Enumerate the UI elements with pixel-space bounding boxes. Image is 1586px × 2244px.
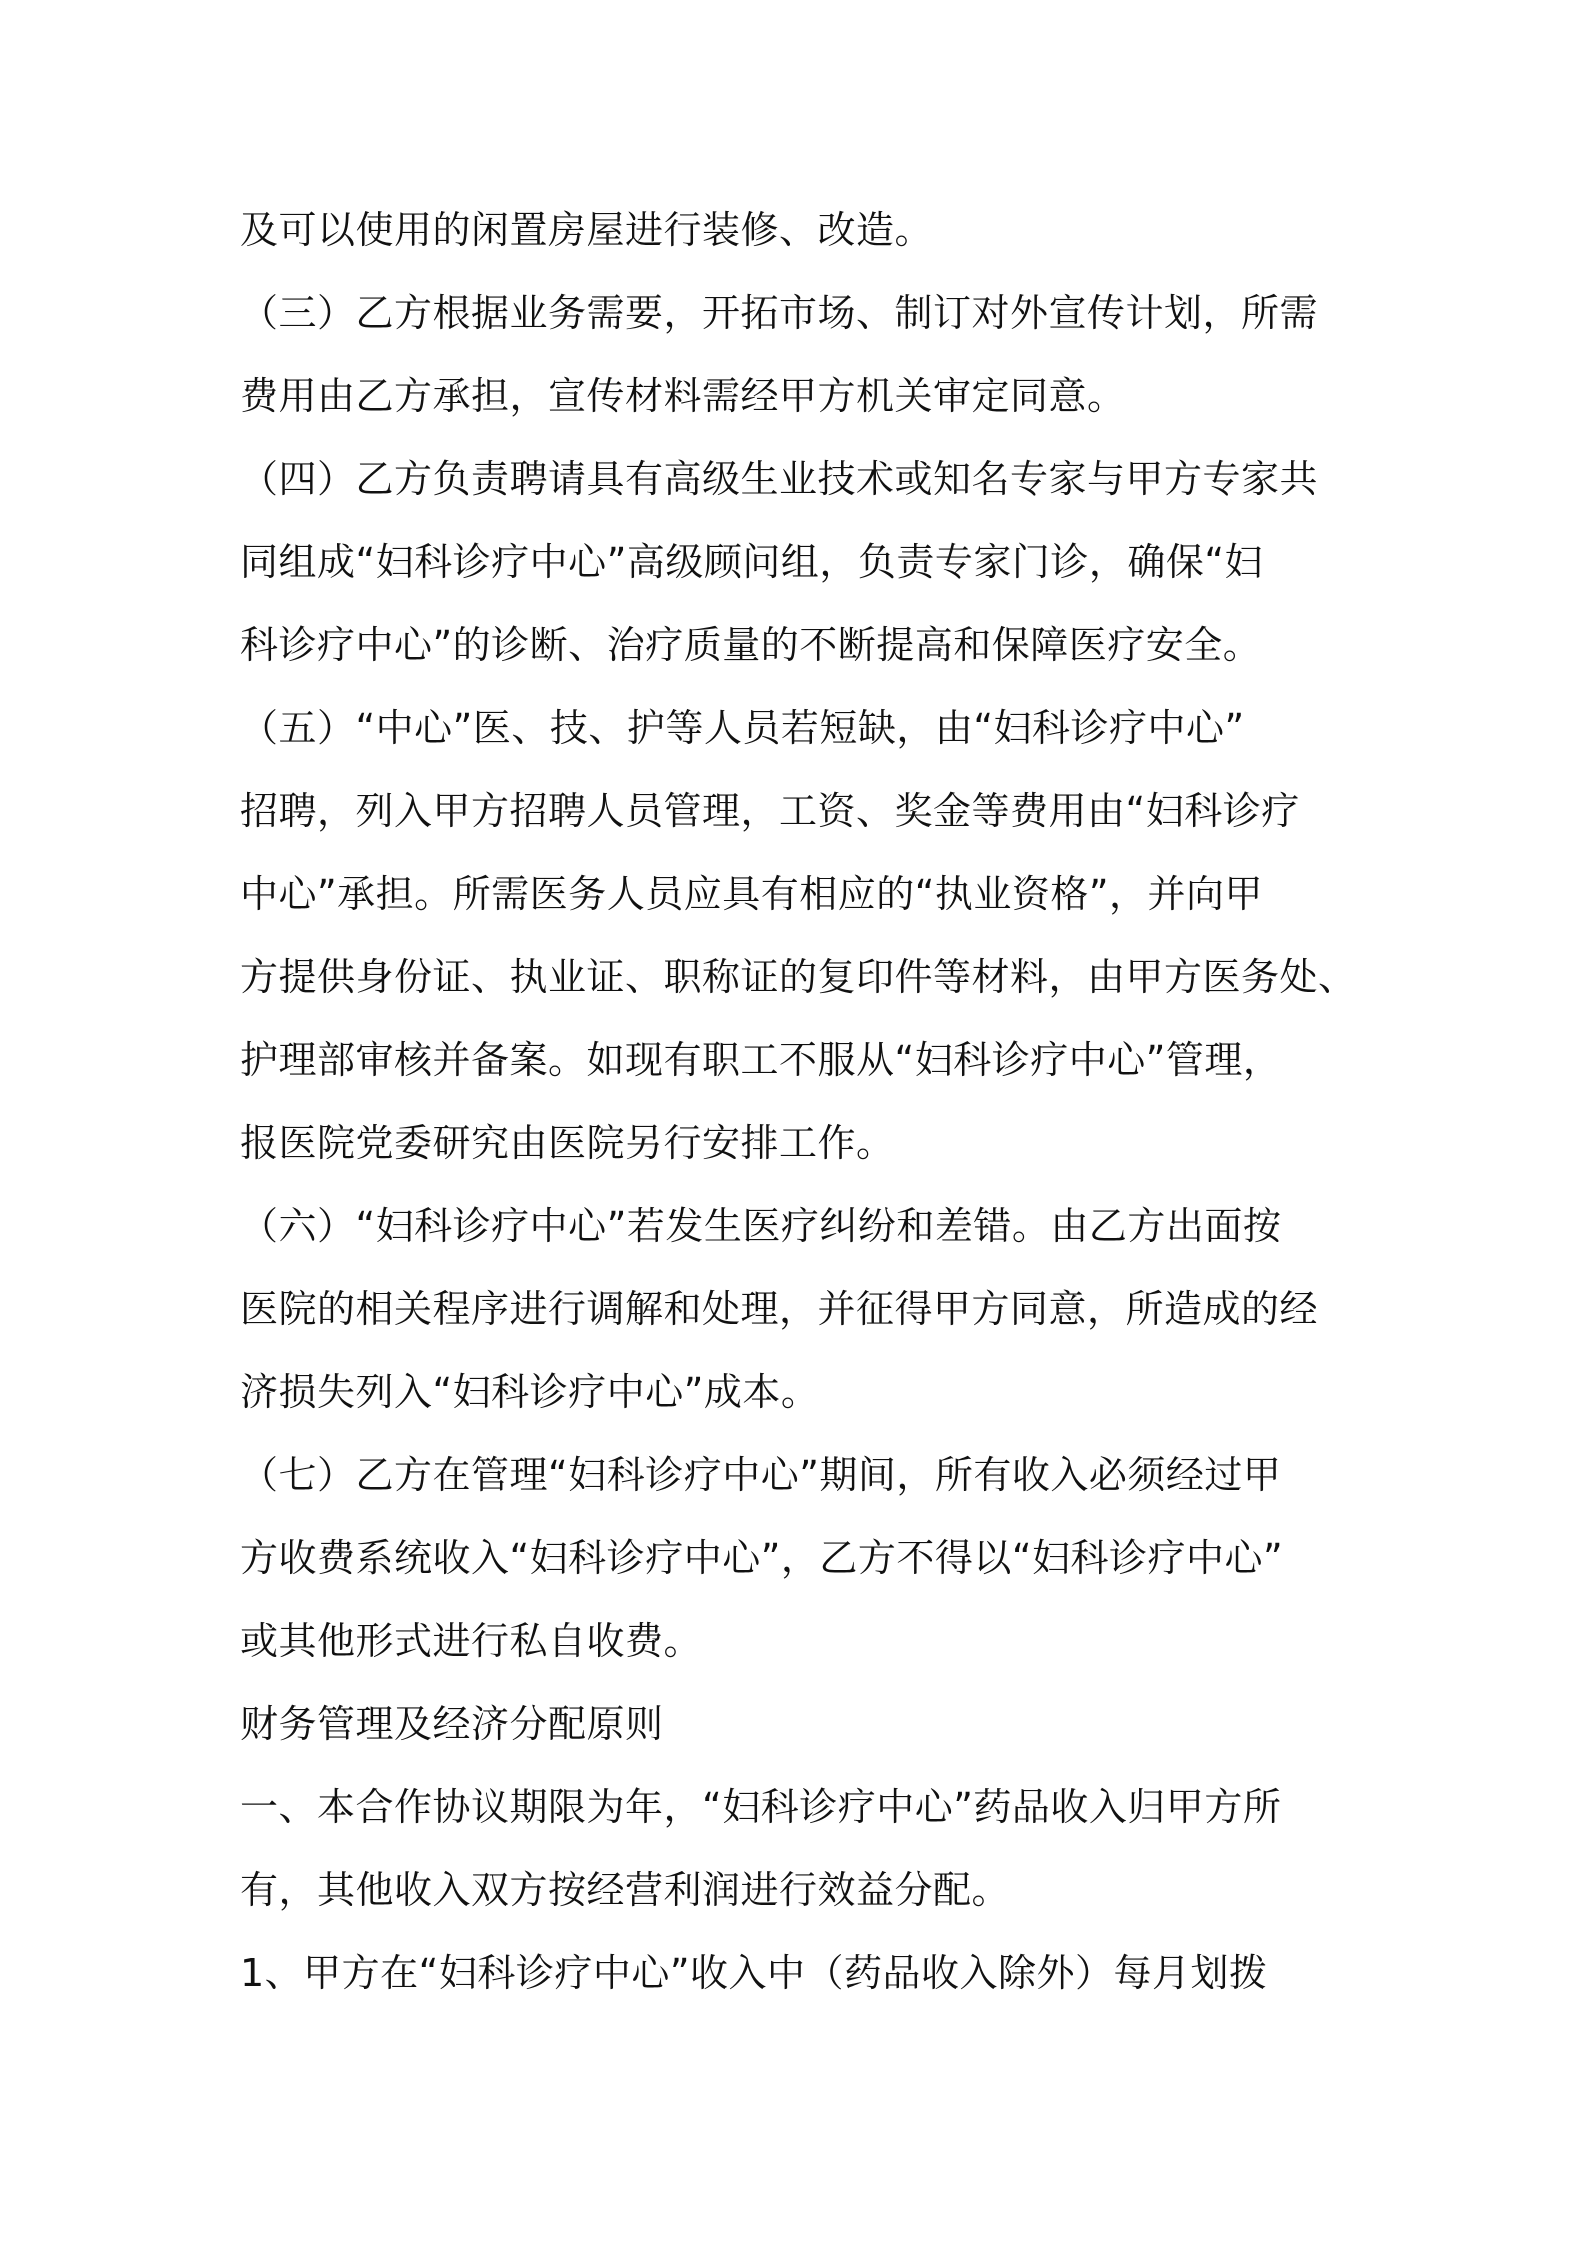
text-line: 同组成“妇科诊疗中心”高级顾问组，负责专家门诊，确保“妇 [240, 540, 1264, 584]
text-line: （七）乙方在管理“妇科诊疗中心”期间，所有收入必须经过甲 [240, 1453, 1282, 1497]
text-line: 方收费系统收入“妇科诊疗中心”，乙方不得以“妇科诊疗中心” [240, 1536, 1284, 1580]
text-line: 医院的相关程序进行调解和处理，并征得甲方同意，所造成的经 [240, 1287, 1319, 1331]
text-line: 科诊疗中心”的诊断、治疗质量的不断提高和保障医疗安全。 [240, 623, 1262, 667]
text-line: 或其他形式进行私自收费。 [240, 1619, 703, 1663]
text-line: （五）“中心”医、技、护等人员若短缺，由“妇科诊疗中心” [240, 706, 1245, 750]
text-line: 护理部审核并备案。如现有职工不服从“妇科诊疗中心”管理， [240, 1038, 1282, 1082]
text-line: （三）乙方根据业务需要，开拓市场、制订对外宣传计划，所需 [240, 291, 1319, 335]
text-line: （四）乙方负责聘请具有高级生业技术或知名专家与甲方专家共 [240, 457, 1319, 501]
text-line: 报医院党委研究由医院另行安排工作。 [240, 1121, 895, 1165]
section-heading: 财务管理及经济分配原则 [240, 1702, 664, 1746]
text-line: （六）“妇科诊疗中心”若发生医疗纠纷和差错。由乙方出面按 [240, 1204, 1282, 1248]
text-line: 济损失列入“妇科诊疗中心”成本。 [240, 1370, 820, 1414]
text-line: 方提供身份证、执业证、职称证的复印件等材料，由甲方医务处、 [240, 955, 1357, 999]
text-line: 费用由乙方承担，宣传材料需经甲方机关审定同意。 [240, 374, 1126, 418]
text-line: 1、甲方在“妇科诊疗中心”收入中（药品收入除外）每月划拨 [240, 1951, 1268, 1995]
text-line: 有，其他收入双方按经营利润进行效益分配。 [240, 1868, 1011, 1912]
text-line: 中心”承担。所需医务人员应具有相应的“执业资格”，并向甲 [240, 872, 1264, 916]
text-line: 及可以使用的闲置房屋进行装修、改造。 [240, 208, 934, 252]
text-line: 一、本合作协议期限为年，“妇科诊疗中心”药品收入归甲方所 [240, 1785, 1282, 1829]
text-line: 招聘，列入甲方招聘人员管理，工资、奖金等费用由“妇科诊疗 [240, 789, 1300, 833]
